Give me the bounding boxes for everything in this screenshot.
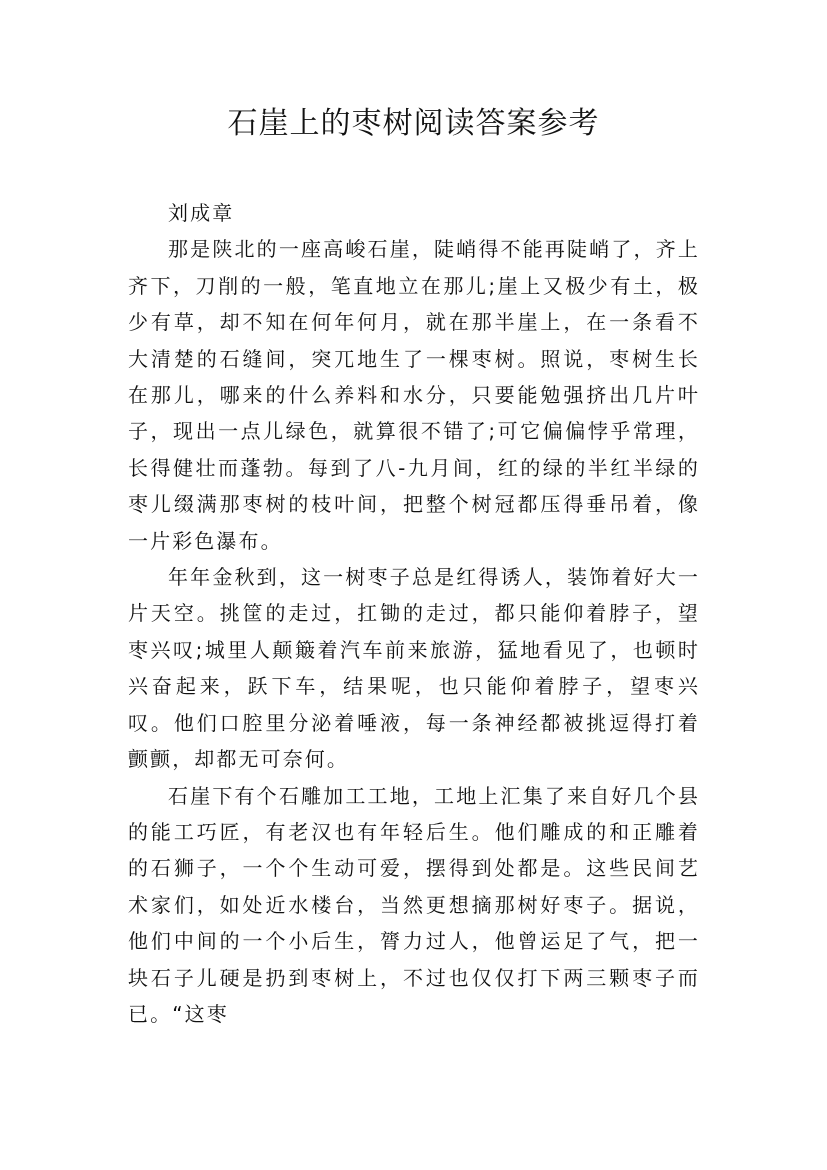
- paragraph-3: 石崖下有个石雕加工工地，工地上汇集了来自好几个县的能工巧匠，有老汉也有年轻后生。他们雕成的和正雕着的石狮子，一个个生动可爱，摆得到处都是。这些民间艺术家们，如处近水楼台，当然更想摘那树好枣子。据说，他们中间的一个小后生，膂力过人，他曾运足了气，把一块石子儿硬是扔到枣树上，不过也仅仅打下两三颗枣子而已。“这枣: [128, 783, 700, 1026]
- author-name: 刘成章: [168, 201, 235, 225]
- document-body: [128, 195, 700, 1032]
- document-title: 石崖上的枣树阅读答案参考: [227, 106, 600, 141]
- paragraph-1: 那是陕北的一座高峻石崖，陡峭得不能再陡峭了，齐上齐下，刀削的一般，笔直地立在那儿;崖上又极少有土，极少有草，却不知在何年何月，就在那半崖上，在一条看不大清楚的石缝间，突兀地生了一棵枣树。照说，枣树生长在那儿，哪来的什么养料和水分，只要能勉强挤出几片叶子，现出一点儿绿色，就算很不错了;可它偏偏悖乎常理，长得健壮而蓬勃。每到了八-九月间，红的绿的半红半绿的枣儿缀满那枣树的枝叶间，把整个树冠都压得垂吊着，像一片彩色瀑布。: [128, 237, 700, 553]
- paragraph-2: 年年金秋到，这一树枣子总是红得诱人，装饰着好大一片天空。挑筐的走过，扛锄的走过，都只能仰着脖子，望枣兴叹;城里人颠簸着汽车前来旅游，猛地看见了，也顿时兴奋起来，跃下车，结果呢，也只能仰着脖子，望枣兴叹。他们口腔里分泌着唾液，每一条神经都被挑逗得打着颤颤，却都无可奈何。: [128, 565, 700, 772]
